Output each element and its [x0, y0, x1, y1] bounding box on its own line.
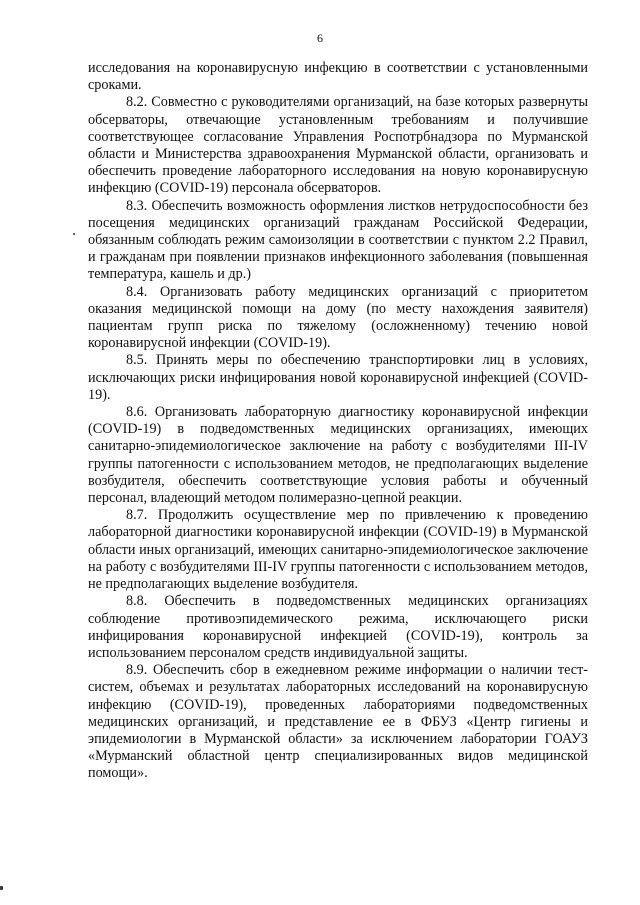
- paragraph-8-3: 8.3. Обеспечить возможность оформления листков нетрудоспособности без посещения медицинских организаций гражданам Российской Федерации, обязанным соблюдать режим самоизоляции в соответствии с пунктом 2.2 Правил, и гражданам при появлении признаков инфекционного заболевания (повышенная температура, кашель и др.): [88, 197, 588, 283]
- paragraph-8-5: 8.5. Принять меры по обеспечению транспортировки лиц в условиях, исключающих риски инфицирования новой коронавирусной инфекцией (COVID-19).: [88, 352, 588, 403]
- scan-speck: [0, 886, 3, 890]
- paragraph-8-9: 8.9. Обеспечить сбор в ежедневном режиме информации о наличии тест-систем, объемах и результатах лабораторных исследований на коронавирусную инфекцию (COVID-19), проведенных лабораториями подведомственных медицинских организаций, и представление ее в ФБУЗ «Центр гигиены и эпидемиологии в Мурманской области» за исключением лаборатории ГОАУЗ «Мурманский областной центр специализированных видов медицинской помощи».: [88, 662, 588, 782]
- paragraph-8-2: 8.2. Совместно с руководителями организаций, на базе которых развернуты обсерваторы, отвечающие установленным требованиям и получившие соответствующее согласование Управления Роспотрбнадзора по Мурманской области и Министерства здравоохранения Мурманской области, организовать и обеспечить проведение лабораторного исследования на новую коронавирусную инфекцию (COVID-19) персонала обсерваторов.: [88, 94, 588, 197]
- paragraph-8-6: 8.6. Организовать лабораторную диагностику коронавирусной инфекции (COVID-19) в подведомственных медицинских организациях, имеющих санитарно-эпидемиологическое заключение на работу с возбудителями III-IV группы патогенности с использованием методов, не предполагающих выделение возбудителя, обеспечить соответствующие условия работы и обученный персонал, владеющий методом полимеразно-цепной реакции.: [88, 404, 588, 507]
- paragraph-8-4: 8.4. Организовать работу медицинских организаций с приоритетом оказания медицинской помощи на дому (по месту нахождения заявителя) пациентам групп риска по тяжелому (осложненному) течению новой коронавирусной инфекции (COVID-19).: [88, 283, 588, 352]
- page-number: 6: [317, 31, 323, 45]
- paragraph-continuation: исследования на коронавирусную инфекцию в соответствии с установленными сроками.: [88, 60, 588, 94]
- paragraph-8-7: 8.7. Продолжить осуществление мер по привлечению к проведению лабораторной диагностики коронавирусной инфекции (COVID-19) в Мурманской области иных организаций, имеющих санитарно-эпидемиологическое заключение на работу с возбудителями III-IV группы патогенности с использованием методов, не предполагающих выделение возбудителя.: [88, 507, 588, 593]
- paragraph-8-8: 8.8. Обеспечить в подведомственных медицинских организациях соблюдение противоэпидемического режима, исключающего риски инфицирования коронавирусной инфекцией (COVID-19), контроль за использованием персоналом средств индивидуальной защиты.: [88, 593, 588, 661]
- document-body: [88, 60, 588, 783]
- scan-speck: [73, 233, 75, 235]
